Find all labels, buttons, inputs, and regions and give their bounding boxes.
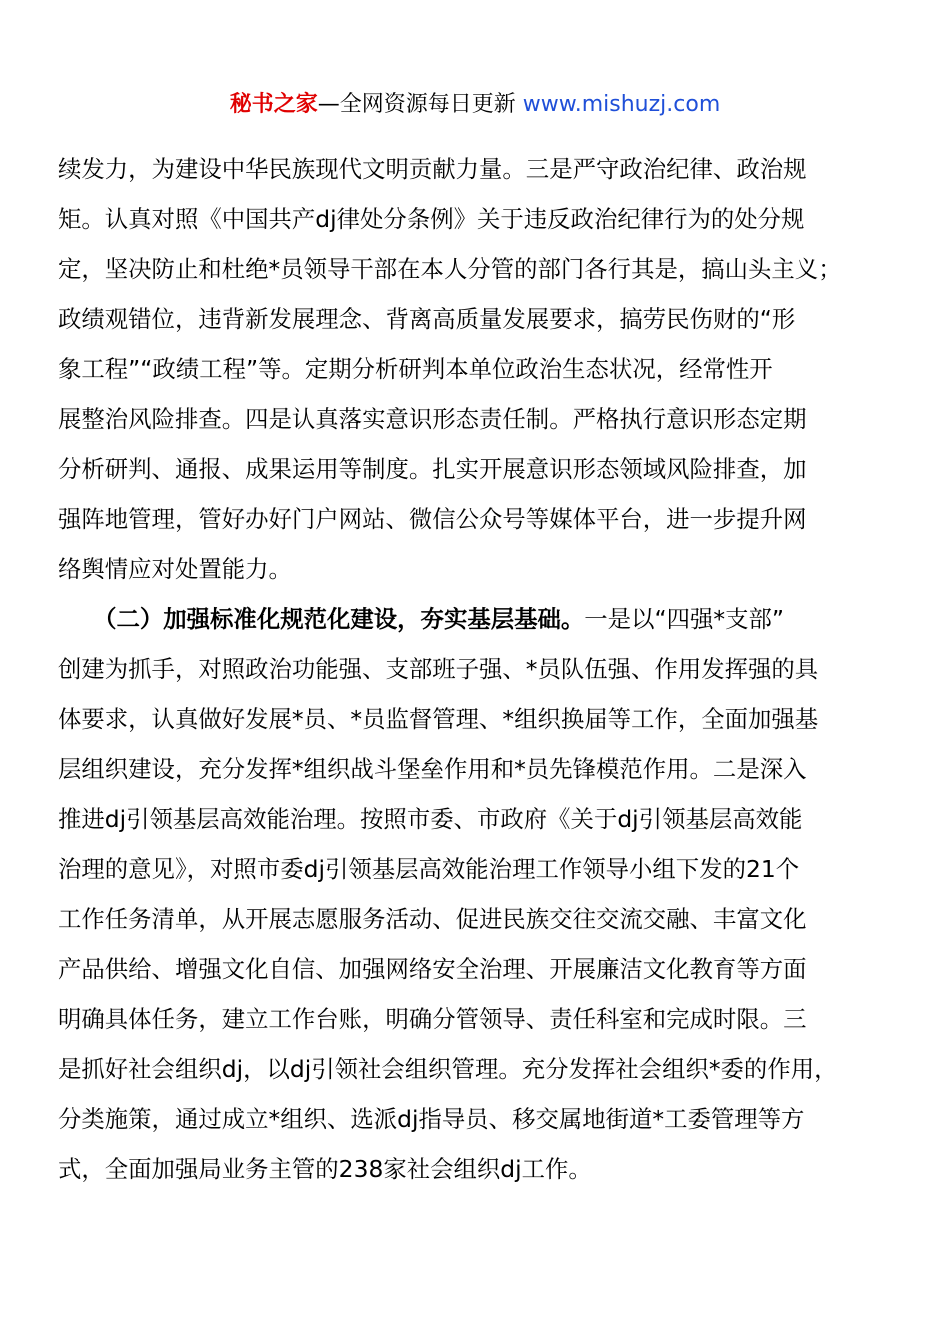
text-line: 分类施策，通过成立*组织、选派dj指导员、移交属地街道*工委管理等方 — [58, 1105, 805, 1133]
text-line: 创建为抓手，对照政治功能强、支部班子强、*员队伍强、作用发挥强的具 — [58, 655, 819, 683]
brand-name: 秘书之家 — [229, 92, 318, 117]
site-url: www.mishuzj.com — [522, 92, 721, 117]
text-run: 一是以“四强*支部” — [584, 605, 784, 633]
text-line: 式，全面加强局业务主管的238家社会组织dj工作。 — [58, 1155, 592, 1183]
text-line: 推进dj引领基层高效能治理。按照市委、市政府《关于dj引领基层高效能 — [58, 805, 803, 833]
text-line: 定，坚决防止和杜绝*员领导干部在本人分管的部门各行其是，搞山头主义； — [58, 255, 842, 283]
text-line: 层组织建设，充分发挥*组织战斗堡垒作用和*员先锋模范作用。二是深入 — [58, 755, 807, 783]
paragraph-2 — [58, 594, 908, 1194]
text-line: 体要求，认真做好发展*员、*员监督管理、*组织换届等工作，全面加强基 — [58, 705, 819, 733]
text-line: 治理的意见》，对照市委dj引领基层高效能治理工作领导小组下发的21个 — [58, 855, 800, 883]
header-slogan: —全网资源每日更新 — [317, 92, 523, 117]
text-line: 明确具体任务，建立工作台账，明确分管领导、责任科室和完成时限。三 — [58, 1005, 807, 1033]
text-line: 政绩观错位，违背新发展理念、背离高质量发展要求，搞劳民伤财的“形 — [58, 305, 796, 333]
text-line: 展整治风险排查。四是认真落实意识形态责任制。严格执行意识形态定期 — [58, 405, 807, 433]
text-line: 产品供给、增强文化自信、加强网络安全治理、开展廉洁文化教育等方面 — [58, 955, 807, 983]
text-line: 是抓好社会组织dj，以dj引领社会组织管理。充分发挥社会组织*委的作用， — [58, 1055, 838, 1083]
text-line: 络舆情应对处置能力。 — [58, 555, 292, 583]
text-line: 强阵地管理，管好办好门户网站、微信公众号等媒体平台，进一步提升网 — [58, 505, 807, 533]
site-header — [0, 88, 950, 122]
paragraph-1 — [58, 144, 908, 594]
text-line-first — [58, 594, 908, 644]
text-line: 续发力，为建设中华民族现代文明贡献力量。三是严守政治纪律、政治规 — [58, 155, 807, 183]
document-body — [58, 144, 908, 1194]
text-line: 象工程”“政绩工程”等。定期分析研判本单位政治生态状况，经常性开 — [58, 355, 773, 383]
text-line: 工作任务清单，从开展志愿服务活动、促进民族交往交流交融、丰富文化 — [58, 905, 807, 933]
section-heading: （二）加强标准化规范化建设，夯实基层基础。 — [93, 605, 585, 633]
text-line: 分析研判、通报、成果运用等制度。扎实开展意识形态领域风险排查，加 — [58, 455, 807, 483]
text-line: 矩。认真对照《中国共产dj律处分条例》关于违反政治纪律行为的处分规 — [58, 205, 805, 233]
